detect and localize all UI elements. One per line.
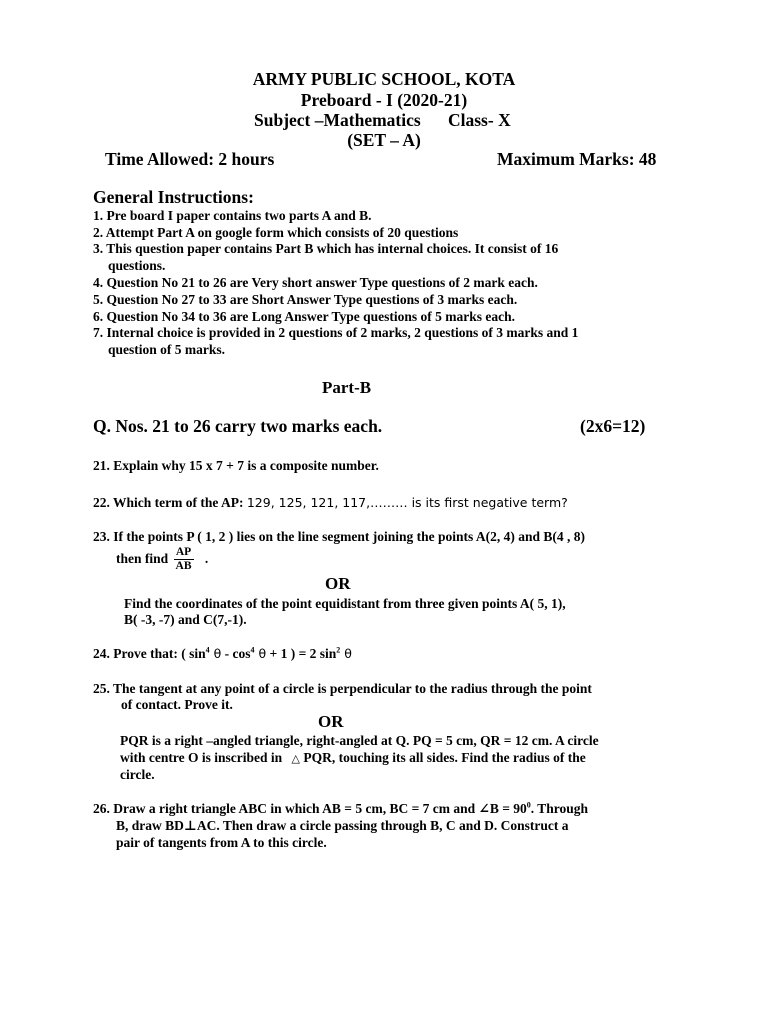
fraction-numerator: AP <box>174 546 194 560</box>
instruction-item: question of 5 marks. <box>108 342 226 357</box>
question-25-alt-text: with centre O is inscribed in <box>120 750 283 765</box>
exponent: 2 <box>336 645 341 655</box>
set-label: (SET – A) <box>347 130 421 150</box>
question-22 <box>93 494 568 511</box>
theta-symbol: θ <box>254 646 267 661</box>
instruction-item: 3. This question paper contains Part B which has internal choices. It consist of 16 <box>93 241 559 256</box>
or-divider-2: OR <box>318 712 344 731</box>
instruction-item: 1. Pre board I paper contains two parts A and B. <box>93 208 372 223</box>
or-divider-1: OR <box>325 574 351 593</box>
question-24 <box>93 645 352 662</box>
question-21: 21. Explain why 15 x 7 + 7 is a composite number. <box>93 458 379 473</box>
question-25-alt-line3: circle. <box>120 767 155 782</box>
instruction-item: 2. Attempt Part A on google form which consists of 20 questions <box>93 225 459 240</box>
question-25-line1: 25. The tangent at any point of a circle is perpendicular to the radius through the point <box>93 681 592 696</box>
school-name: ARMY PUBLIC SCHOOL, KOTA <box>252 69 516 89</box>
theta-symbol: θ <box>209 646 222 661</box>
part-b-title: Part-B <box>322 378 372 397</box>
question-26-line3: pair of tangents from A to this circle. <box>116 835 327 850</box>
question-26-line2: B, draw BD⊥AC. Then draw a circle passing through B, C and D. Construct a <box>116 818 569 833</box>
instruction-item: 4. Question No 21 to 26 are Very short answer Type questions of 2 mark each. <box>93 275 538 290</box>
question-22-text: 22. Which term of the AP: <box>93 495 244 510</box>
time-allowed: Time Allowed: 2 hours <box>105 149 275 169</box>
section-marks: (2x6=12) <box>580 416 646 436</box>
question-24-part: + 1 ) = 2 sin <box>266 646 337 661</box>
subject-label: Subject –Mathematics <box>254 110 421 130</box>
question-23-period: . <box>204 551 209 566</box>
question-23-alt-line1: Find the coordinates of the point equidistant from three given points A( 5, 1), <box>124 596 566 611</box>
section-heading: Q. Nos. 21 to 26 carry two marks each. <box>93 416 383 436</box>
question-23-line2 <box>116 544 208 574</box>
question-26-line1 <box>93 800 588 817</box>
question-26-text: . Through <box>530 801 589 816</box>
fraction-ap-ab <box>174 546 194 573</box>
instruction-item: 7. Internal choice is provided in 2 questions of 2 marks, 2 questions of 3 marks and 1 <box>93 325 579 340</box>
question-24-part: - cos <box>221 646 251 661</box>
question-26-text: 26. Draw a right triangle ABC in which AB = 5 cm, BC = 7 cm and ∠B = 90 <box>93 801 527 816</box>
exam-title: Preboard - I (2020-21) <box>300 90 468 110</box>
question-24-part: 24. Prove that: ( sin <box>93 646 206 661</box>
fraction-denominator: AB <box>175 560 192 573</box>
question-25-alt-text: PQR, touching its all sides. Find the radius of the <box>303 750 586 765</box>
question-25-alt-line2 <box>120 749 586 768</box>
exponent: 4 <box>205 645 210 655</box>
question-23-alt-line2: B( -3, -7) and C(7,-1). <box>124 612 247 627</box>
exponent: 4 <box>250 645 255 655</box>
question-22-sequence: 129, 125, 121, 117,……… is its first negative term? <box>246 495 568 510</box>
instruction-item: questions. <box>108 258 166 273</box>
question-25-line2: of contact. Prove it. <box>121 697 233 712</box>
class-label: Class- X <box>448 110 511 130</box>
degree-superscript: 0 <box>526 800 531 810</box>
maximum-marks: Maximum Marks: 48 <box>497 149 657 169</box>
question-23-then-find: then find <box>116 551 169 566</box>
instruction-item: 5. Question No 27 to 33 are Short Answer Type questions of 3 marks each. <box>93 292 518 307</box>
question-23-line1: 23. If the points P ( 1, 2 ) lies on the line segment joining the points A(2, 4) and B(4 , 8) <box>93 529 586 544</box>
question-25-alt-line1: PQR is a right –angled triangle, right-angled at Q. PQ = 5 cm, QR = 12 cm. A circle <box>120 733 599 748</box>
triangle-icon: △ <box>291 753 300 765</box>
instructions-title: General Instructions: <box>93 187 254 207</box>
instruction-item: 6. Question No 34 to 36 are Long Answer Type questions of 5 marks each. <box>93 309 516 324</box>
theta-symbol: θ <box>340 646 352 661</box>
